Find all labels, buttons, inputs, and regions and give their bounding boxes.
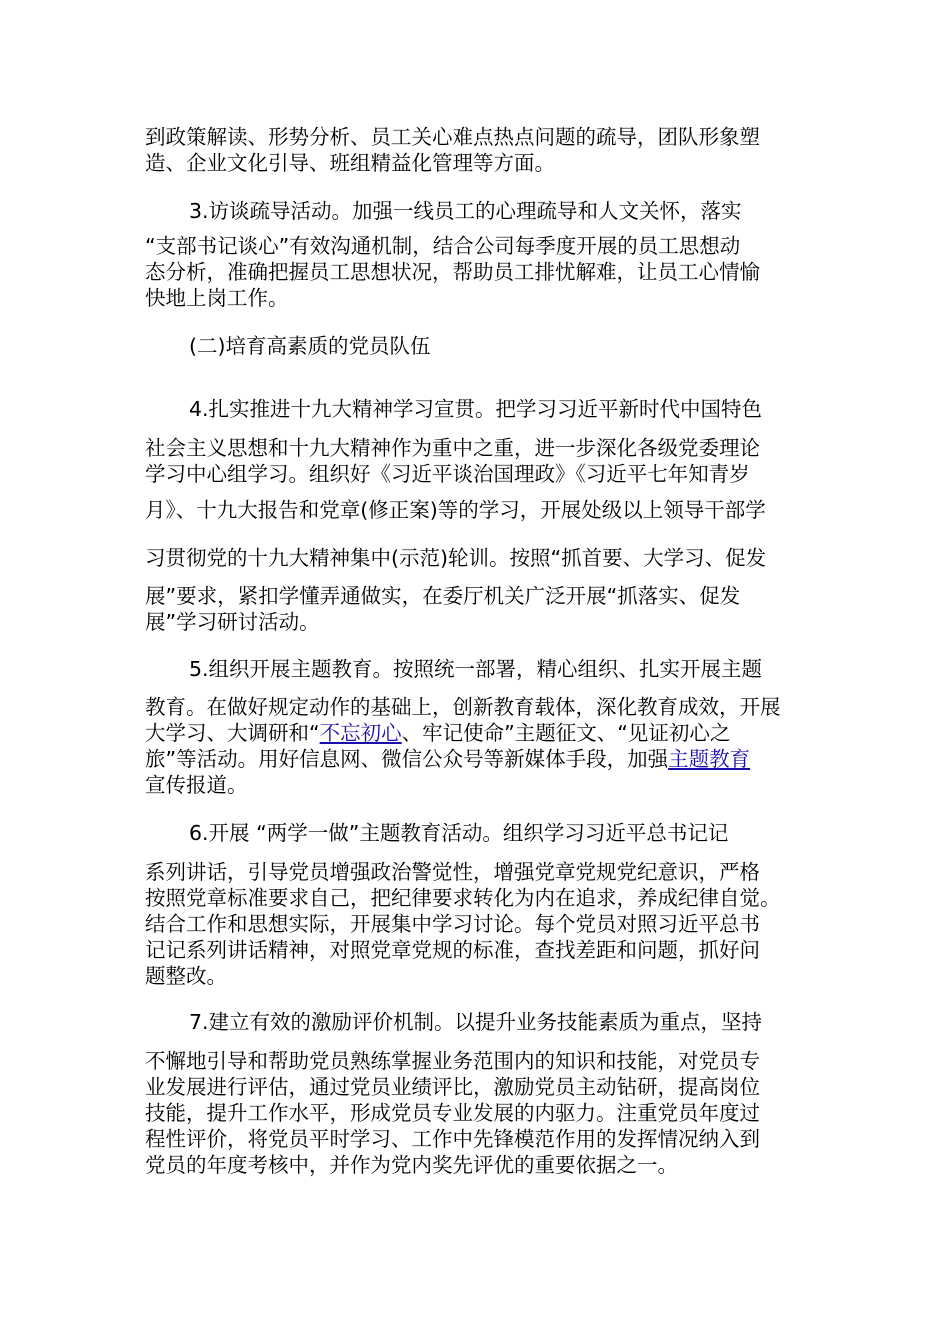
section-heading: (二)培育高素质的党员队伍 [189,334,431,358]
paragraph-line: 学习中心组学习。组织好《习近平谈治国理政》《习近平七年知青岁 [145,462,750,486]
paragraph-line: 党员的年度考核中，并作为党内奖先评优的重要依据之一。 [145,1153,678,1177]
paragraph-line: 技能，提升工作水平，形成党员专业发展的内驱力。注重党员年度过 [145,1101,760,1125]
paragraph-line: 业发展进行评估，通过党员业绩评比，激励党员主动钻研，提高岗位 [145,1075,760,1099]
paragraph-line: 程性评价，将党员平时学习、工作中先锋模范作用的发挥情况纳入到 [145,1127,760,1151]
paragraph-line: 5.组织开展主题教育。按照统一部署，精心组织、扎实开展主题 [189,657,763,681]
paragraph-line: 宣传报道。 [145,773,248,797]
paragraph-line: 题整改。 [145,964,227,988]
paragraph-line: 教育。在做好规定动作的基础上，创新教育载体，深化教育成效，开展 [145,695,781,719]
paragraph-line: 记记系列讲话精神，对照党章党规的标准，查找差距和问题，抓好问 [145,938,760,962]
paragraph-text: 、牢记使命”主题征文、“见证初心之 [401,721,731,745]
link-zhu-ti-jiao-yu[interactable]: 主题教育 [668,747,751,771]
paragraph-line: 社会主义思想和十九大精神作为重中之重，进一步深化各级党委理论 [145,436,760,460]
paragraph-line: 展”要求，紧扣学懂弄通做实，在委厅机关广泛开展“抓落实、促发 [145,584,741,608]
paragraph-line [145,720,730,746]
paragraph-text: 大学习、大调研和“ [145,721,320,745]
paragraph-line: 按照党章标准要求自己，把纪律要求转化为内在追求，养成纪律自觉。 [145,886,781,910]
paragraph-line: “支部书记谈心”有效沟通机制，结合公司每季度开展的员工思想动 [145,234,741,258]
paragraph-line: 快地上岗工作。 [145,286,289,310]
paragraph-line: 不懈地引导和帮助党员熟练掌握业务范围内的知识和技能，对党员专 [145,1049,760,1073]
paragraph-line: 到政策解读、形势分析、员工关心难点热点问题的疏导，团队形象塑 [145,125,760,149]
paragraph-line: 系列讲话，引导党员增强政治警觉性，增强党章党规党纪意识，严格 [145,860,760,884]
paragraph-text: 旅”等活动。用好信息网、微信公众号等新媒体手段，加强 [145,747,669,771]
paragraph-line: 态分析，准确把握员工思想状况，帮助员工排忧解难，让员工心情愉 [145,260,760,284]
paragraph-line [145,746,750,772]
paragraph-line: 习贯彻党的十九大精神集中(示范)轮训。按照“抓首要、大学习、促发 [145,546,767,570]
paragraph-line: 4.扎实推进十九大精神学习宣贯。把学习习近平新时代中国特色 [189,397,763,421]
paragraph-line: 月》、十九大报告和党章(修正案)等的学习，开展处级以上领导干部学 [145,498,766,522]
paragraph-line: 7.建立有效的激励评价机制。以提升业务技能素质为重点，坚持 [189,1010,763,1034]
paragraph-line: 结合工作和思想实际，开展集中学习讨论。每个党员对照习近平总书 [145,912,760,936]
link-bu-wang-chu-xin[interactable]: 不忘初心 [319,721,402,745]
paragraph-line: 3.访谈疏导活动。加强一线员工的心理疏导和人文关怀，落实 [189,199,742,223]
paragraph-line: 造、企业文化引导、班组精益化管理等方面。 [145,151,555,175]
paragraph-line: 6.开展 “两学一做”主题教育活动。组织学习习近平总书记记 [189,821,729,845]
paragraph-line: 展”学习研讨活动。 [145,610,320,634]
